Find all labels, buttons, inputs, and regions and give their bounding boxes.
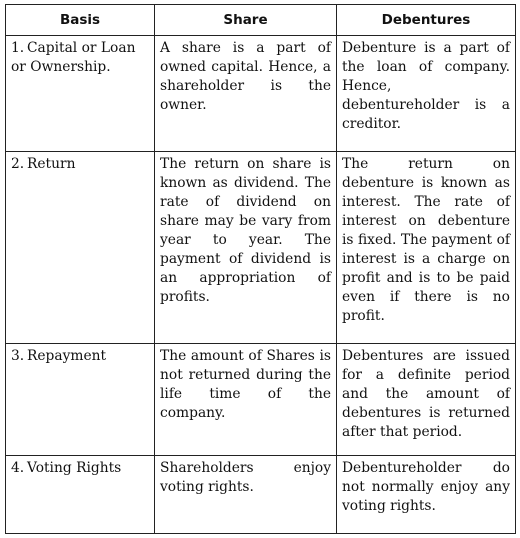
- header-basis: Basis: [6, 5, 155, 36]
- basis-text: Voting Rights: [27, 459, 122, 476]
- table-row: [6, 343, 516, 455]
- basis-cell: [6, 36, 155, 152]
- table-row: [6, 152, 516, 343]
- table-row: [6, 455, 516, 533]
- share-vs-debentures-table: [5, 4, 516, 534]
- share-cell: The amount of Shares is not returned during the life time of the company.: [155, 343, 337, 455]
- row-number: 2.: [11, 156, 25, 173]
- row-number: 1.: [11, 40, 25, 56]
- basis-text: Repayment: [27, 347, 107, 364]
- basis-cell: [6, 152, 155, 343]
- debenture-cell: Debentureholder do not normally enjoy any voting rights.: [337, 455, 516, 533]
- debenture-cell: Debentures are issued for a definite period and the amount of debentures is returned after that period.: [337, 343, 516, 455]
- debenture-cell: The return on debenture is known as interest. The rate of interest on debenture is fixed. The payment of interest is a charge on profit and is to be paid even if there is no profit.: [337, 152, 516, 343]
- header-share: Share: [155, 5, 337, 36]
- share-cell: Shareholders enjoy voting rights.: [155, 455, 337, 533]
- basis-text: Return: [27, 156, 76, 173]
- basis-cell: [6, 455, 155, 533]
- debenture-cell: Debenture is a part of the loan of company. Hence, debentureholder is a creditor.: [337, 36, 516, 152]
- basis-cell: [6, 343, 155, 455]
- row-number: 4.: [11, 459, 25, 476]
- header-debentures: Debentures: [337, 5, 516, 36]
- header-row: [6, 5, 516, 36]
- share-cell: A share is a part of owned capital. Hence, a shareholder is the owner.: [155, 36, 337, 152]
- table-row: [6, 36, 516, 152]
- share-cell: The return on share is known as dividend. The rate of dividend on share may be vary from year to year. The payment of dividend is an appropriation of profits.: [155, 152, 337, 343]
- basis-text: Capital or Loan or Ownership.: [11, 40, 136, 75]
- row-number: 3.: [11, 347, 25, 364]
